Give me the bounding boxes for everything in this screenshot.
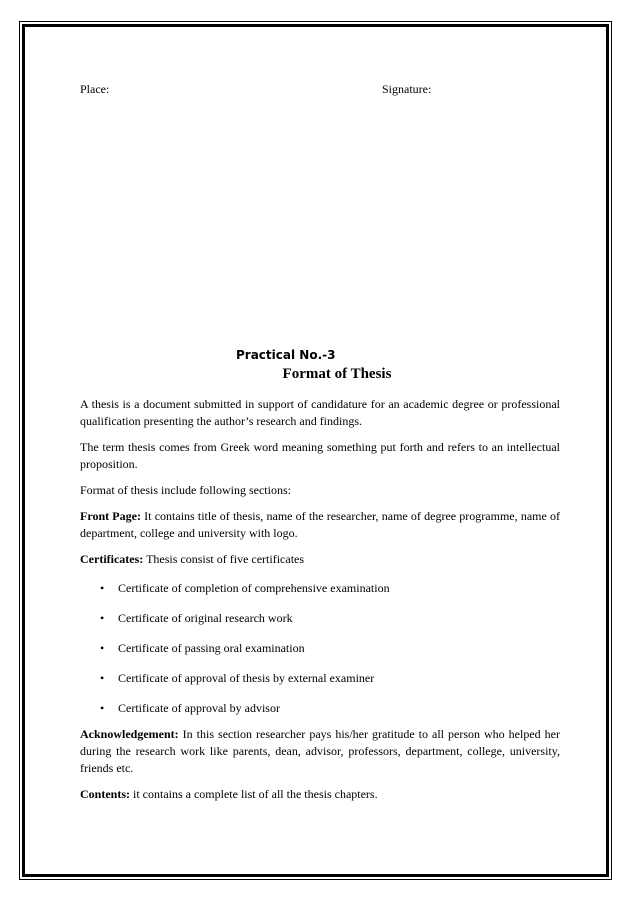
- bullet-icon: •: [100, 581, 105, 595]
- bullet-icon: •: [100, 671, 105, 685]
- acknowledgement-text: In this section researcher pays his/her gratitude to all person who helped her during the research work like parents, dean, advisor, professors, department, college, university, friends etc.: [80, 727, 560, 775]
- list-item-text: Certificate of passing oral examination: [118, 641, 305, 655]
- bullet-icon: •: [100, 611, 105, 625]
- signature-label: Signature:: [382, 82, 432, 96]
- certificates-label: Certificates:: [80, 552, 144, 566]
- front-page-text: It contains title of thesis, name of the researcher, name of degree programme, name of department, college and university with logo.: [80, 509, 561, 540]
- term-paragraph: The term thesis comes from Greek word meaning something put forth and refers to an intellectual proposition.: [80, 440, 560, 471]
- bullet-icon: •: [100, 641, 105, 655]
- list-item: [80, 580, 560, 610]
- list-item-text: Certificate of approval of thesis by external examiner: [118, 671, 375, 685]
- list-item: [80, 700, 560, 726]
- list-item: [80, 610, 560, 640]
- document-body: [80, 396, 560, 812]
- certificates-text: Thesis consist of five certificates: [143, 552, 305, 566]
- sections-paragraph: Format of thesis include following sections:: [80, 483, 291, 497]
- list-item-text: Certificate of completion of comprehensive examination: [118, 581, 390, 595]
- acknowledgement-label: Acknowledgement:: [80, 727, 179, 741]
- intro-paragraph: A thesis is a document submitted in support of candidature for an academic degree or professional qualification presenting the author’s research and findings.: [80, 397, 560, 428]
- list-item: [80, 640, 560, 670]
- acknowledgement-paragraph: [80, 726, 560, 777]
- list-item-text: Certificate of approval by advisor: [118, 701, 280, 715]
- contents-label: Contents:: [80, 787, 130, 801]
- certificates-paragraph: [80, 551, 560, 568]
- page-title: Format of Thesis: [282, 366, 392, 382]
- front-page-label: Front Page:: [80, 509, 141, 523]
- practical-heading: Practical No.-3: [236, 348, 336, 362]
- list-item: [80, 670, 560, 700]
- certificates-list: [80, 580, 560, 726]
- contents-text: it contains a complete list of all the thesis chapters.: [130, 787, 378, 801]
- bullet-icon: •: [100, 701, 105, 715]
- list-item-text: Certificate of original research work: [118, 611, 293, 625]
- place-label: Place:: [80, 82, 110, 96]
- front-page-paragraph: [80, 508, 560, 542]
- contents-paragraph: [80, 786, 560, 803]
